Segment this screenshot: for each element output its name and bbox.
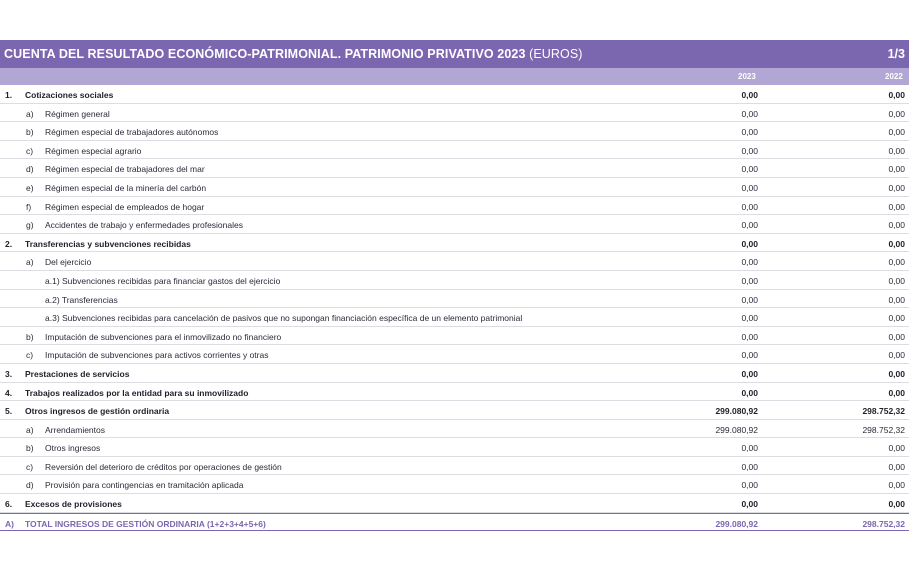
table-row [0,420,909,439]
row-label: Régimen especial de la minería del carbón [45,182,207,193]
table-row [0,252,909,271]
value-2023: 0,00 [741,275,758,286]
value-2023: 0,00 [741,480,758,491]
row-label: Régimen especial de trabajadores del mar [45,164,205,175]
row-label: Transferencias y subvenciones recibidas [25,238,191,249]
row-label: Imputación de subvenciones para el inmovilizado no financiero [45,331,282,342]
table-body [0,85,909,531]
row-label: Cotizaciones sociales [25,90,114,100]
table-row [0,364,909,383]
table-row [0,234,909,253]
value-2023: 0,00 [741,294,758,305]
title-unit: (EUROS) [529,47,583,61]
table-row [0,159,909,178]
value-2022: 0,00 [888,201,905,212]
value-2022: 0,00 [888,127,905,138]
row-label: Otros ingresos [45,443,101,454]
table-row [0,178,909,197]
value-2022: 0,00 [888,145,905,156]
row-number: 3. [5,368,13,379]
value-2022: 0,00 [888,164,905,175]
row-label: Otros ingresos de gestión ordinaria [25,406,170,417]
row-letter: d) [26,164,34,175]
row-letter: b) [26,331,34,342]
row-letter: c) [26,145,34,156]
value-2022: 0,00 [888,480,905,491]
value-2023: 0,00 [741,368,758,379]
value-2023: 0,00 [741,90,758,100]
page-title [4,47,583,61]
value-2023: 0,00 [741,220,758,231]
row-label: Trabajos realizados por la entidad para su inmovilizado [25,387,249,398]
value-2023: 0,00 [741,257,758,268]
value-2022: 0,00 [888,294,905,305]
table-row [0,141,909,160]
table-row [0,475,909,494]
row-label: Régimen especial de trabajadores autónomos [45,127,219,138]
table-row [0,438,909,457]
value-2023: 0,00 [741,350,758,361]
value-2022: 0,00 [888,331,905,342]
row-letter: b) [26,127,34,138]
table-row [0,290,909,309]
row-letter: e) [26,182,34,193]
row-label: Régimen especial de empleados de hogar [45,201,205,212]
value-2022: 0,00 [888,313,905,324]
value-2022: 0,00 [888,350,905,361]
row-number: 2. [5,238,13,249]
row-letter: d) [26,480,34,491]
row-letter: a) [26,108,34,119]
value-2023: 0,00 [741,313,758,324]
value-2023: 299.080,92 [715,424,758,435]
row-label: Del ejercicio [45,257,92,268]
value-2022: 0,00 [888,368,905,379]
table-row [0,513,909,532]
value-2022: 0,00 [888,257,905,268]
value-2022: 0,00 [888,499,905,510]
row-letter: g) [26,220,34,231]
row-number: 5. [5,406,13,417]
row-number: A) [5,518,14,529]
row-letter: b) [26,443,34,454]
table-row [0,197,909,216]
table-row [0,122,909,141]
value-2023: 0,00 [741,127,758,138]
column-header-2023: 2023 [738,72,756,81]
row-label: Excesos de provisiones [25,499,122,510]
table-row [0,104,909,123]
value-2022: 0,00 [888,182,905,193]
value-2022: 0,00 [888,220,905,231]
value-2022: 0,00 [888,443,905,454]
value-2023: 0,00 [741,387,758,398]
row-label: TOTAL INGRESOS DE GESTIÓN ORDINARIA (1+2+3+4+5+6) [25,518,266,529]
row-number: 6. [5,499,13,510]
row-letter: a) [26,424,34,435]
value-2023: 0,00 [741,499,758,510]
income-statement-table [0,40,909,531]
value-2022: 0,00 [888,461,905,472]
row-label: Reversión del deterioro de créditos por operaciones de gestión [45,461,282,472]
page-number: 1/3 [887,47,905,61]
value-2023: 0,00 [741,461,758,472]
table-row [0,215,909,234]
table-row [0,494,909,513]
value-2023: 0,00 [741,145,758,156]
row-number: 1. [5,90,13,100]
table-row [0,271,909,290]
value-2022: 298.752,32 [862,518,905,529]
row-label: Arrendamientos [45,424,106,435]
value-2023: 0,00 [741,331,758,342]
value-2023: 0,00 [741,108,758,119]
value-2022: 0,00 [888,90,905,100]
title-bar [0,40,909,68]
row-label: Imputación de subvenciones para activos corrientes y otras [45,350,269,361]
row-letter: c) [26,350,34,361]
table-row [0,85,909,104]
row-label: Régimen especial agrario [45,145,142,156]
table-row [0,401,909,420]
row-label: a.2) Transferencias [45,294,118,305]
row-letter: c) [26,461,34,472]
value-2023: 0,00 [741,443,758,454]
title-text: CUENTA DEL RESULTADO ECONÓMICO-PATRIMONIAL. PATRIMONIO PRIVATIVO 2023 [4,47,526,61]
column-header-2022: 2022 [885,72,903,81]
table-row [0,327,909,346]
value-2023: 299.080,92 [715,518,758,529]
value-2022: 0,00 [888,108,905,119]
row-letter: a) [26,257,34,268]
row-label: Accidentes de trabajo y enfermedades profesionales [45,220,243,231]
table-row [0,308,909,327]
value-2023: 0,00 [741,201,758,212]
value-2022: 0,00 [888,275,905,286]
row-label: Régimen general [45,108,110,119]
row-label: a.3) Subvenciones recibidas para cancelación de pasivos que no supongan financiación específica de un elemento patrimonial [45,313,523,324]
value-2023: 0,00 [741,182,758,193]
table-row [0,457,909,476]
value-2022: 0,00 [888,238,905,249]
value-2023: 0,00 [741,238,758,249]
value-2022: 298.752,32 [862,406,905,417]
value-2022: 0,00 [888,387,905,398]
column-header-row [0,68,909,85]
row-number: 4. [5,387,13,398]
value-2023: 0,00 [741,164,758,175]
row-letter: f) [26,201,32,212]
value-2023: 299.080,92 [715,406,758,417]
table-row [0,383,909,402]
row-label: Provisión para contingencias en tramitación aplicada [45,480,244,491]
row-label: a.1) Subvenciones recibidas para financiar gastos del ejercicio [45,275,281,286]
table-row [0,345,909,364]
row-label: Prestaciones de servicios [25,368,130,379]
value-2022: 298.752,32 [862,424,905,435]
